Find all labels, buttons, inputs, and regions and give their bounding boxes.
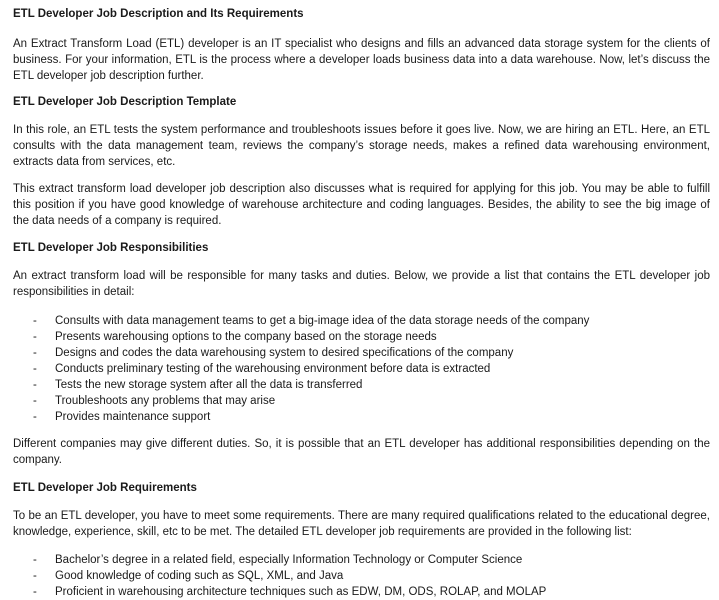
list-item-text: Troubleshoots any problems that may arise <box>55 395 276 407</box>
list-item <box>13 329 710 345</box>
list-item <box>13 377 710 393</box>
list-item <box>13 409 710 425</box>
list-item-text: Good knowledge of coding such as SQL, XML, and Java <box>55 570 344 582</box>
list-dash: - <box>33 331 37 343</box>
list-dash: - <box>33 586 37 598</box>
list-item-text: Presents warehousing options to the company based on the storage needs <box>55 331 437 343</box>
list-item-text: Consults with data management teams to get a big-image idea of the data storage needs of the company <box>55 315 590 327</box>
list-dash: - <box>33 395 37 407</box>
list-item-text: Provides maintenance support <box>55 411 211 423</box>
list-item-text: Conducts preliminary testing of the warehousing environment before data is extracted <box>55 363 491 375</box>
template-paragraph-1: In this role, an ETL tests the system performance and troubleshoots issues before it goes live. Now, we are hiring an ETL. Here, an ETL consults with the data management team, reviews the company’s storage needs, makes a refined data warehousing environment, extracts data from services, etc. <box>13 124 710 168</box>
list-item-text: Designs and codes the data warehousing system to desired specifications of the company <box>55 347 514 359</box>
list-item-text: Bachelor’s degree in a related field, especially Information Technology or Computer Science <box>55 554 523 566</box>
template-heading: ETL Developer Job Description Template <box>13 96 237 108</box>
requirements-heading: ETL Developer Job Requirements <box>13 482 197 494</box>
intro-paragraph: An Extract Transform Load (ETL) developer is an IT specialist who designs and fills an advanced data storage system for the clients of business. For your information, ETL is the process where a developer loads business data into a data warehouse. Now, let’s discuss the ETL developer job description further. <box>13 38 710 82</box>
page-title: ETL Developer Job Description and Its Requirements <box>13 8 304 20</box>
list-item-text: Proficient in warehousing architecture techniques such as EDW, DM, ODS, ROLAP, and MOLAP <box>55 586 547 598</box>
template-paragraph-2: This extract transform load developer job description also discusses what is required for applying for this job. You may be able to fulfill this position if you have good knowledge of warehouse architecture and coding languages. Besides, the ability to see the big image of the data needs of a company is required. <box>13 183 710 227</box>
list-dash: - <box>33 411 37 423</box>
list-dash: - <box>33 363 37 375</box>
responsibilities-intro: An extract transform load will be responsible for many tasks and duties. Below, we provide a list that contains the ETL developer job responsibilities in detail: <box>13 270 710 298</box>
list-dash: - <box>33 554 37 566</box>
list-item-text: Tests the new storage system after all the data is transferred <box>55 379 363 391</box>
list-item <box>13 313 710 329</box>
list-item <box>13 361 710 377</box>
list-dash: - <box>33 315 37 327</box>
responsibilities-list <box>13 313 710 425</box>
list-dash: - <box>33 570 37 582</box>
responsibilities-outro: Different companies may give different duties. So, it is possible that an ETL developer has additional responsibilities depending on the company. <box>13 438 710 466</box>
list-dash: - <box>33 347 37 359</box>
list-item <box>13 552 710 568</box>
list-item <box>13 568 710 584</box>
list-item <box>13 345 710 361</box>
responsibilities-heading: ETL Developer Job Responsibilities <box>13 242 209 254</box>
requirements-intro: To be an ETL developer, you have to meet some requirements. There are many required qualifications related to the educational degree, knowledge, experience, skill, etc to be met. The detailed ETL developer job requirements are provided in the following list: <box>13 510 710 538</box>
requirements-list <box>13 552 710 600</box>
list-dash: - <box>33 379 37 391</box>
list-item <box>13 584 710 600</box>
list-item <box>13 393 710 409</box>
